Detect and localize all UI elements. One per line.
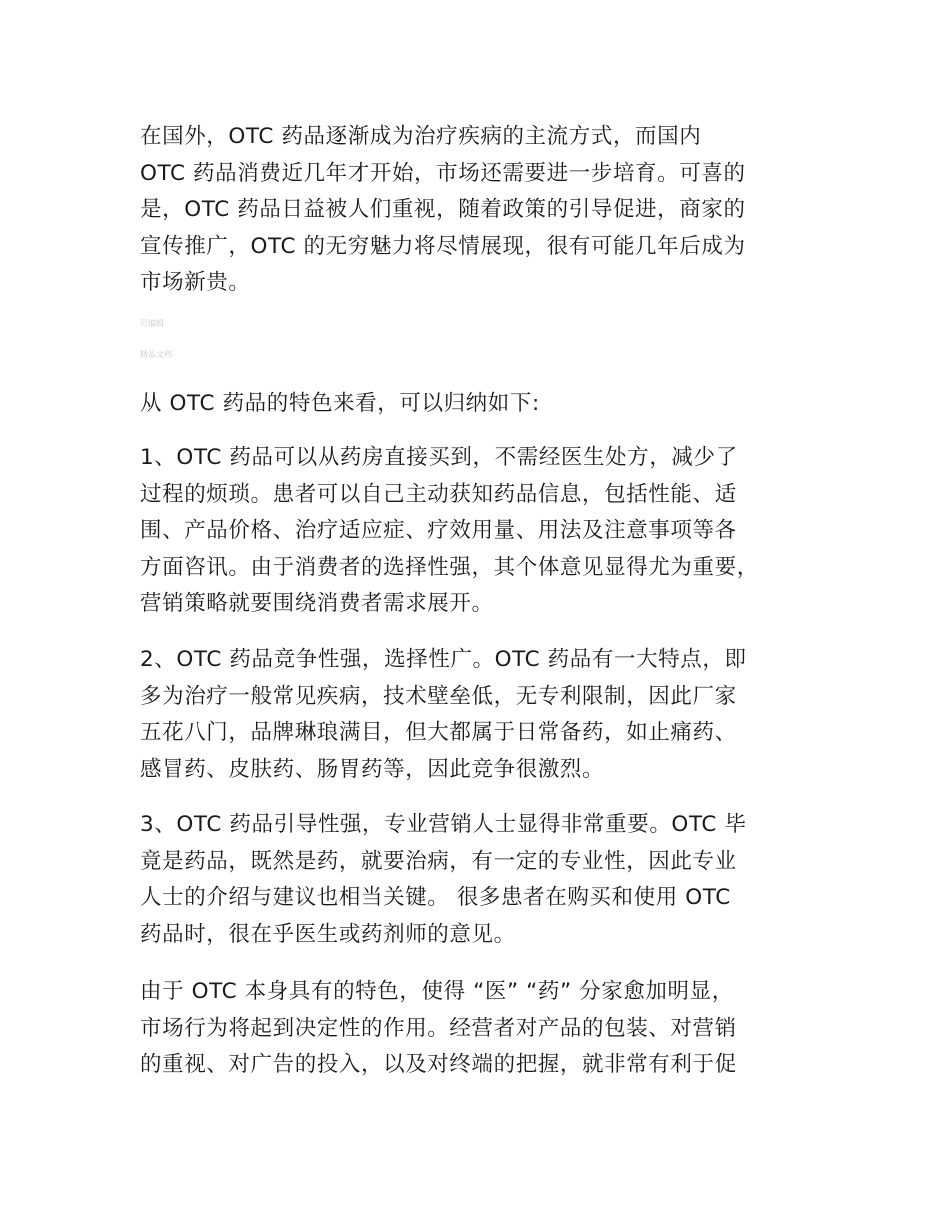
- text-line: 的重视、对广告的投入，以及对终端的把握，就非常有利于促: [140, 1052, 737, 1077]
- text-line: 从 OTC 药品的特色来看，可以归纳如下:: [140, 391, 540, 416]
- watermark-editable: 可编辑: [140, 319, 164, 328]
- text-line: 1、OTC 药品可以从药房直接买到，不需经医生处方，减少了: [140, 445, 738, 470]
- text-line: 是，OTC 药品日益被人们重视，随着政策的引导促进，商家的: [140, 197, 746, 222]
- text-line: 五花八门，品牌琳琅满目，但大都属于日常备药，如止痛药、: [140, 720, 737, 745]
- text-line: 多为治疗一般常见疾病，技术壁垒低，无专利限制，因此厂家: [140, 683, 737, 709]
- text-line: OTC 药品消费近几年才开始，市场还需要进一步培育。可喜的: [140, 160, 746, 186]
- paragraph-conclusion: [140, 974, 830, 1084]
- text-line: 过程的烦琐。患者可以自己主动获知药品信息，包括性能、适: [140, 481, 737, 507]
- text-line: 由于 OTC 本身具有的特色，使得 “医” “药” 分家愈加明显，: [140, 979, 734, 1004]
- text-line: 市场行为将起到决定性的作用。经营者对产品的包装、对营销: [140, 1015, 737, 1041]
- text-line: 方面咨讯。由于消费者的选择性强，其个体意见显得尤为重要，: [140, 554, 759, 580]
- text-line: 3、OTC 药品引导性强，专业营销人士显得非常重要。OTC 毕: [140, 812, 747, 837]
- paragraph-intro: [140, 119, 830, 302]
- paragraph-point-3: [140, 807, 830, 953]
- text-line: 人士的介绍与建议也相当关键。 很多患者在购买和使用 OTC: [140, 885, 731, 910]
- text-line: 市场新贵。: [140, 270, 251, 295]
- text-line: 竟是药品，既然是药，就要治病，有一定的专业性，因此专业: [140, 848, 737, 874]
- paragraph-point-2: [140, 642, 830, 788]
- text-line: 围、产品价格、治疗适应症、疗效用量、用法及注意事项等各: [140, 518, 737, 543]
- text-line: 药品时，很在乎医生或药剂师的意见。: [140, 921, 516, 947]
- text-line: 在国外，OTC 药品逐渐成为治疗疾病的主流方式，而国内: [140, 124, 702, 149]
- watermark-quality-doc: 精品文档: [140, 350, 172, 359]
- paragraph-point-1: [140, 440, 830, 623]
- paragraph-summary-lead: [140, 386, 830, 423]
- text-line: 2、OTC 药品竞争性强，选择性广。OTC 药品有一大特点，即: [140, 647, 747, 672]
- text-line: 感冒药、皮肤药、肠胃药等，因此竞争很激烈。: [140, 756, 605, 782]
- text-line: 宣传推广，OTC 的无穷魅力将尽情展现，很有可能几年后成为: [140, 233, 746, 259]
- text-line: 营销策略就要围绕消费者需求展开。: [140, 591, 494, 616]
